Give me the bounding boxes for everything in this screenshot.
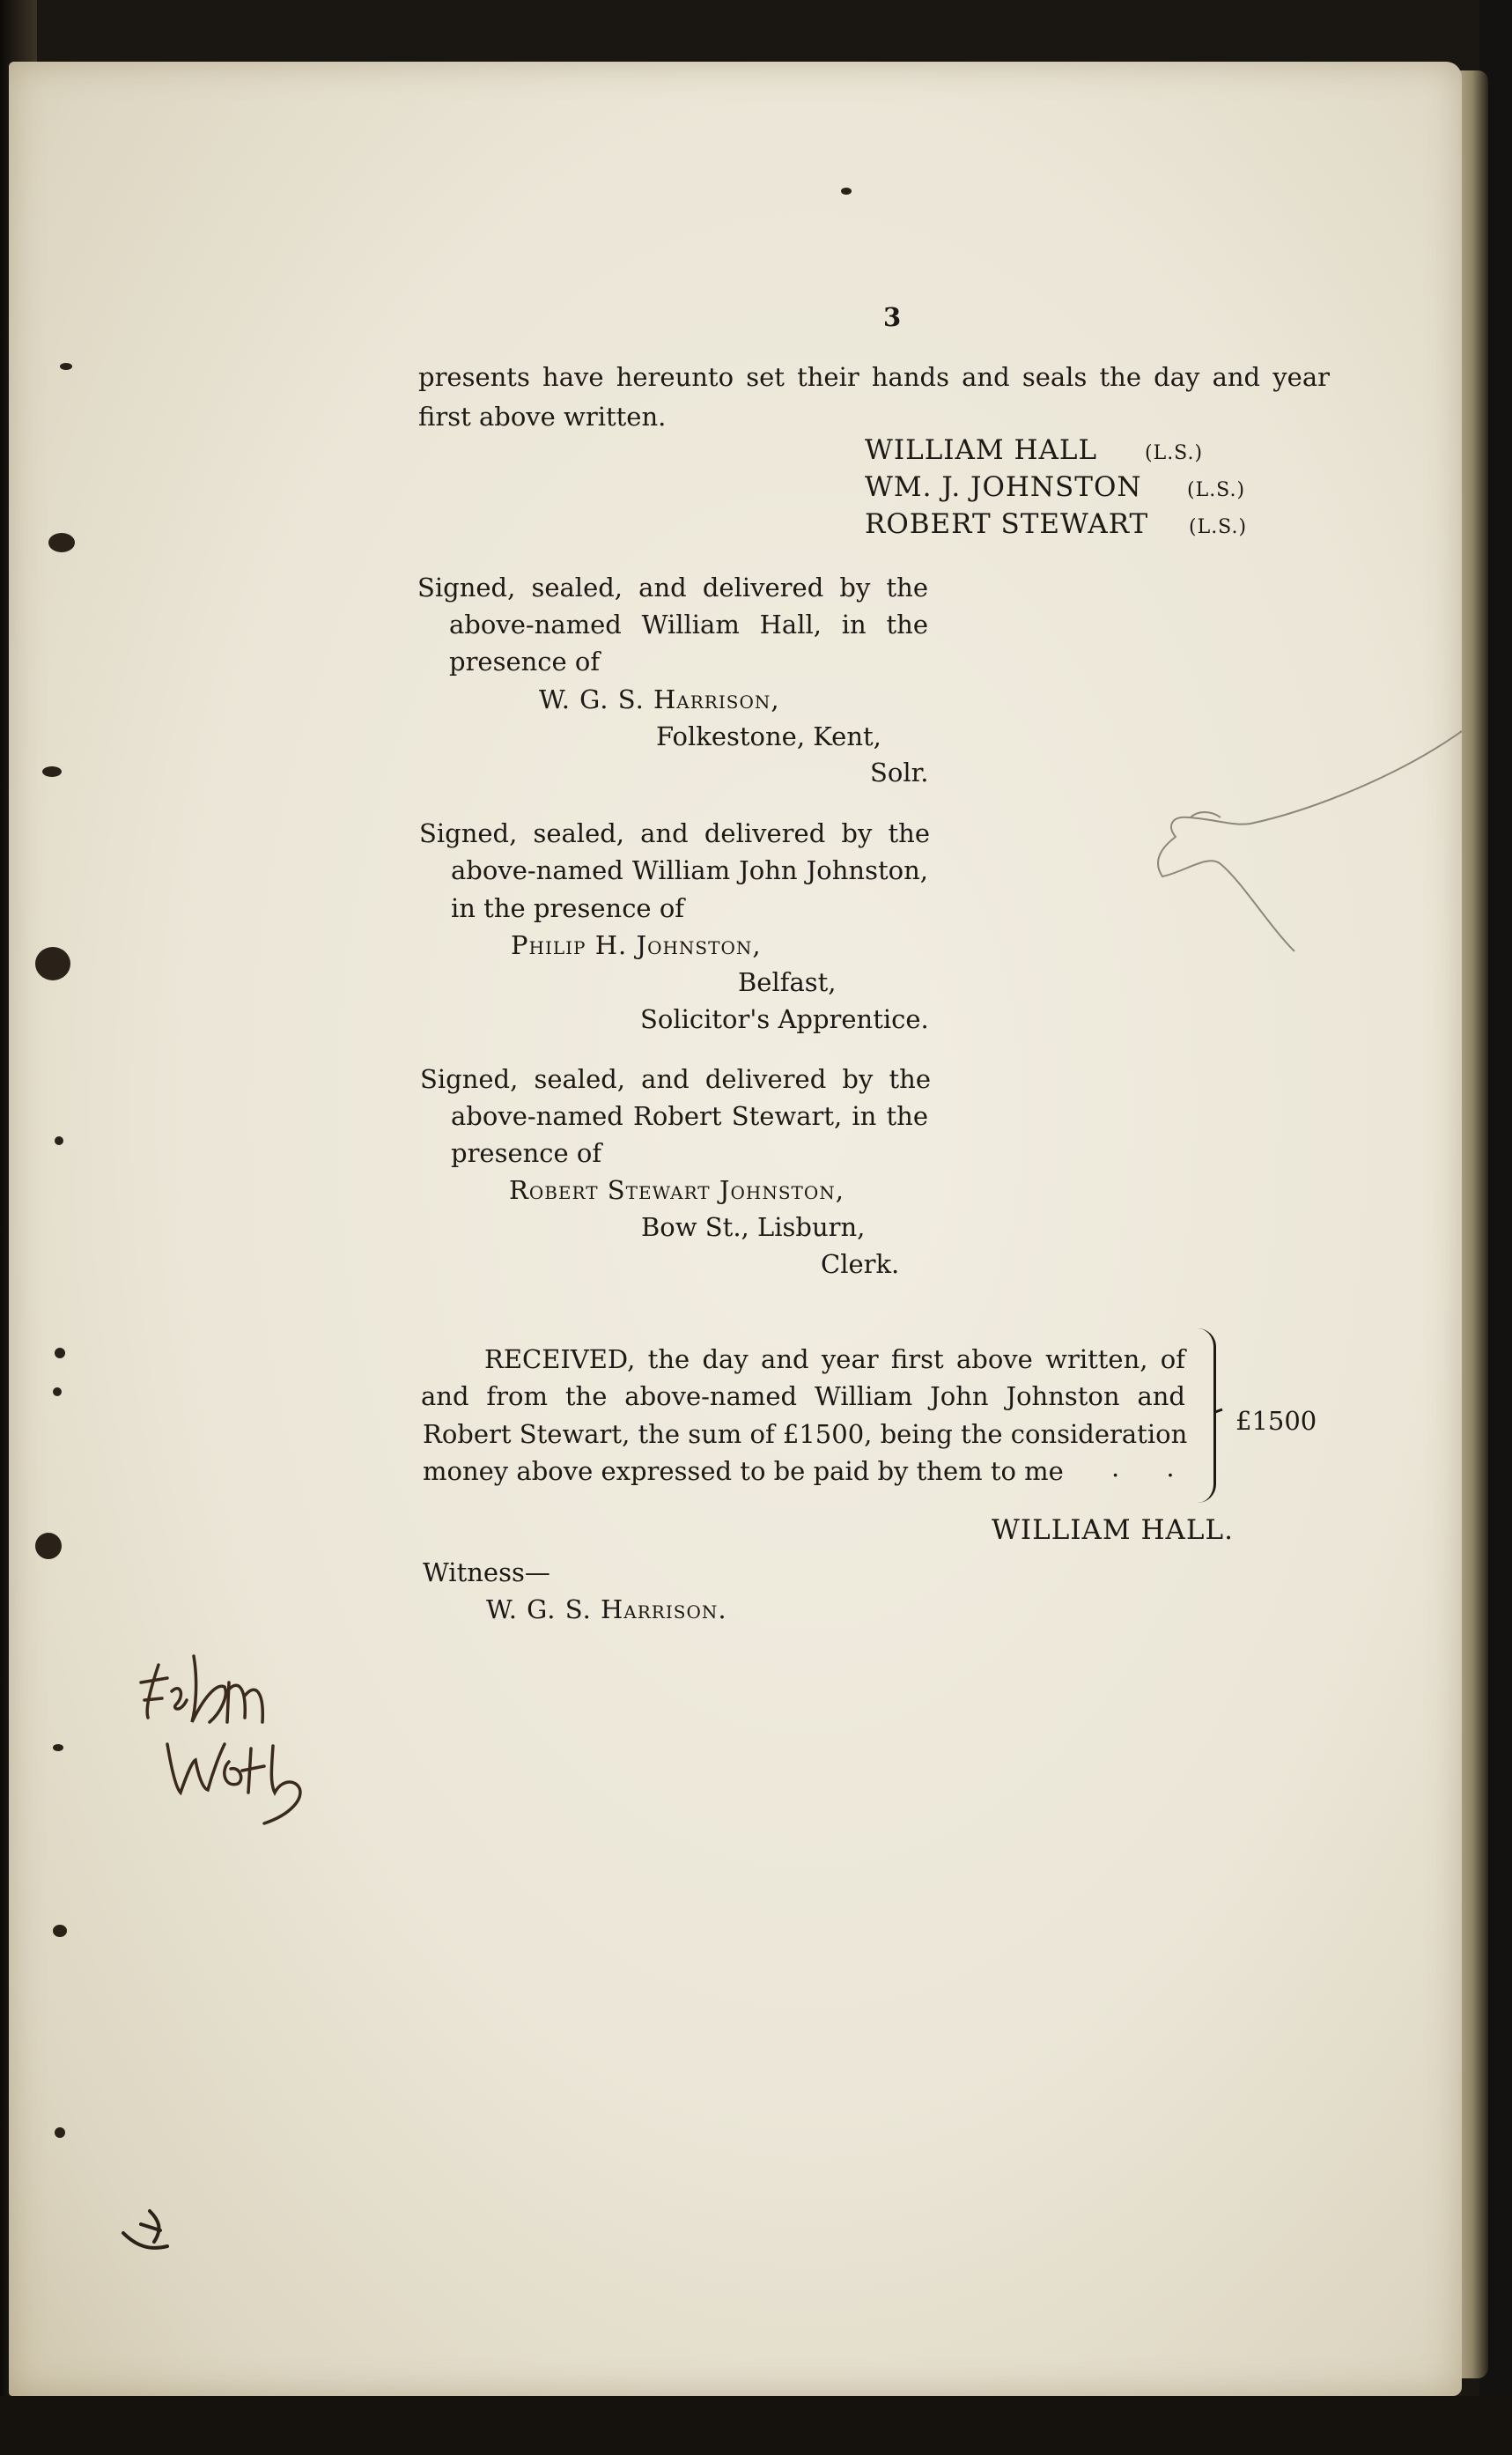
binding-hole (35, 1533, 62, 1559)
receipt-line: money above expressed to be paid by them to me (423, 1456, 1064, 1486)
binding-hole (42, 766, 62, 777)
page-number: 3 (883, 302, 902, 332)
attestation-line: Signed, sealed, and delivered by the (420, 1064, 931, 1094)
binding-hole (53, 1925, 67, 1937)
binding-hole (55, 1348, 65, 1358)
opening-line-1: presents have hereunto set their hands and seals the day and year (418, 362, 1330, 392)
book-bottom-edge (0, 2396, 1512, 2455)
witness-name: W. G. S. Harrison. (486, 1594, 727, 1624)
witness-occupation: Solicitor's Apprentice. (640, 1004, 929, 1034)
signatory-name: WM. J. JOHNSTON (865, 471, 1142, 503)
witness-label: Witness— (423, 1557, 550, 1587)
binding-hole (53, 1387, 62, 1396)
binding-hole (60, 363, 72, 370)
seal-mark: (L.S.) (1189, 516, 1248, 538)
binding-hole (35, 947, 70, 980)
ink-mark (114, 2193, 185, 2264)
attestation-line: above-named William Hall, in the (449, 610, 928, 640)
receipt-line: RECEIVED, the day and year first above written, of (484, 1344, 1185, 1374)
witness-address: Belfast, (738, 967, 837, 997)
witness-name: W. G. S. Harrison, (539, 684, 780, 714)
binding-hole (53, 1744, 63, 1751)
attestation-line: above-named William John Johnston, (451, 855, 928, 885)
attestation-line: above-named Robert Stewart, in the (451, 1101, 928, 1131)
signatory-name: WILLIAM HALL (865, 434, 1098, 466)
witness-address: Folkestone, Kent, (656, 721, 881, 751)
pencil-scribble (1136, 722, 1471, 987)
seal-mark: (L.S.) (1145, 442, 1204, 464)
attestation-line: presence of (451, 1138, 602, 1168)
binding-hole (48, 533, 75, 552)
witness-name: Robert Stewart Johnston, (509, 1175, 845, 1205)
handwritten-initials (132, 1647, 335, 1841)
witness-address: Bow St., Lisburn, (641, 1212, 866, 1242)
attestation-line: presence of (449, 647, 601, 677)
receipt-line: Robert Stewart, the sum of £1500, being the consideration (423, 1419, 1188, 1449)
witness-occupation: Clerk. (821, 1249, 900, 1279)
attestation-line: Signed, sealed, and delivered by the (417, 573, 928, 603)
binding-hole (55, 2127, 65, 2138)
seal-mark: (L.S.) (1187, 479, 1246, 501)
binding-hole (55, 1136, 63, 1145)
attestation-line: Signed, sealed, and delivered by the (419, 818, 930, 848)
witness-name: Philip H. Johnston, (511, 930, 762, 960)
binding-hole (841, 188, 852, 195)
receipt-signed-by: WILLIAM HALL. (992, 1514, 1234, 1546)
receipt-amount: £1500 (1235, 1406, 1317, 1436)
receipt-line: and from the above-named William John Johnston and (421, 1381, 1185, 1411)
opening-line-2: first above written. (418, 402, 667, 432)
receipt-brace (1198, 1328, 1216, 1503)
signatory-name: ROBERT STEWART (865, 508, 1149, 540)
witness-occupation: Solr. (870, 758, 929, 788)
receipt-leader-dots: . . (1111, 1453, 1194, 1483)
attestation-line: in the presence of (451, 893, 685, 923)
